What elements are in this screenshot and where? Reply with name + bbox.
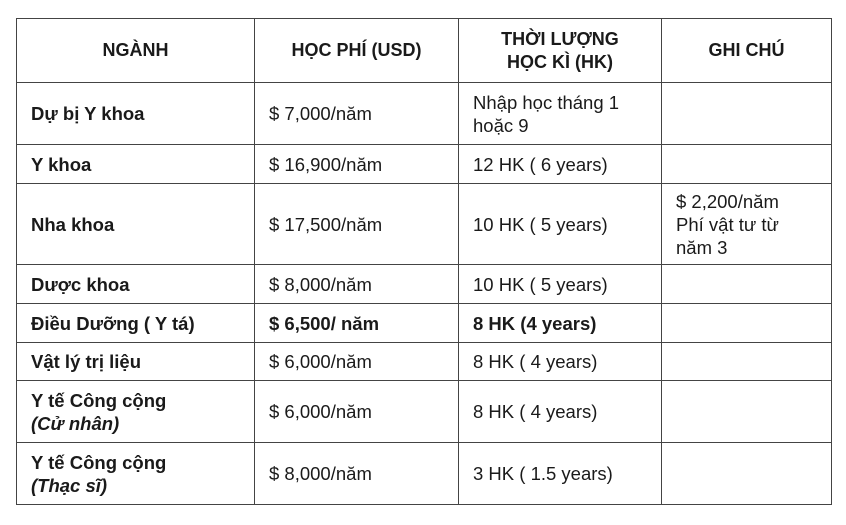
table-row [17, 443, 832, 505]
major-cell [17, 381, 255, 443]
table-row [17, 83, 832, 145]
tuition-cell: $ 7,000/năm [255, 83, 459, 145]
table-row [17, 145, 832, 184]
major-degree: (Cử nhân) [31, 412, 120, 434]
duration-cell: 12 HK ( 6 years) [459, 145, 662, 184]
notes-cell [662, 343, 832, 381]
duration-cell [459, 83, 662, 145]
major-cell [17, 184, 255, 265]
major-degree: (Thạc sĩ) [31, 474, 108, 496]
duration-cell: 10 HK ( 5 years) [459, 265, 662, 304]
major-name: Vật lý trị liệu [31, 351, 142, 372]
tuition-cell: $ 17,500/năm [255, 184, 459, 265]
major-name: Nha khoa [31, 213, 115, 235]
tuition-table-container [16, 18, 832, 505]
tuition-cell: $ 6,000/năm [255, 381, 459, 443]
tuition-cell: $ 8,000/năm [255, 443, 459, 505]
major-cell [17, 443, 255, 505]
header-notes: GHI CHÚ [662, 19, 832, 83]
table-row [17, 304, 832, 343]
table-row [17, 381, 832, 443]
table-row [17, 265, 832, 304]
notes-cell [662, 184, 832, 265]
notes-cell [662, 381, 832, 443]
duration-cell: 10 HK ( 5 years) [459, 184, 662, 265]
note-line1: $ 2,200/năm [676, 190, 779, 212]
tuition-cell: $ 6,500/ năm [255, 304, 459, 343]
header-major: NGÀNH [17, 19, 255, 83]
major-name: Y tế Công cộng [31, 389, 167, 411]
duration-cell: 8 HK ( 4 years) [459, 381, 662, 443]
table-row [17, 184, 832, 265]
duration-cell: 3 HK ( 1.5 years) [459, 443, 662, 505]
duration-line1: Nhập học tháng 1 [473, 91, 620, 113]
major-cell [17, 145, 255, 184]
major-name: Dự bị Y khoa [31, 103, 145, 124]
table-header-row [17, 19, 832, 83]
major-cell [17, 343, 255, 381]
tuition-cell: $ 8,000/năm [255, 265, 459, 304]
duration-cell: 8 HK ( 4 years) [459, 343, 662, 381]
major-cell [17, 265, 255, 304]
notes-cell [662, 83, 832, 145]
notes-cell [662, 145, 832, 184]
major-name: Dược khoa [31, 273, 130, 295]
notes-cell [662, 443, 832, 505]
major-name: Y khoa [31, 153, 92, 175]
duration-cell: 8 HK (4 years) [459, 304, 662, 343]
major-cell [17, 304, 255, 343]
note-line2: Phí vật tư từ [676, 213, 779, 235]
tuition-cell: $ 16,900/năm [255, 145, 459, 184]
major-name: Y tế Công cộng [31, 451, 167, 473]
notes-cell [662, 265, 832, 304]
notes-cell [662, 304, 832, 343]
note-line3: năm 3 [676, 236, 728, 258]
header-tuition: HỌC PHÍ (USD) [255, 19, 459, 83]
header-duration-line2: HỌC KÌ (HK) [507, 51, 613, 72]
major-cell [17, 83, 255, 145]
header-duration-line1: THỜI LƯỢNG [501, 28, 619, 49]
header-duration [459, 19, 662, 83]
major-name: Điều Dưỡng ( Y tá) [31, 312, 195, 334]
table-row [17, 343, 832, 381]
tuition-table [16, 18, 832, 505]
duration-line2: hoặc 9 [473, 114, 529, 136]
tuition-cell: $ 6,000/năm [255, 343, 459, 381]
